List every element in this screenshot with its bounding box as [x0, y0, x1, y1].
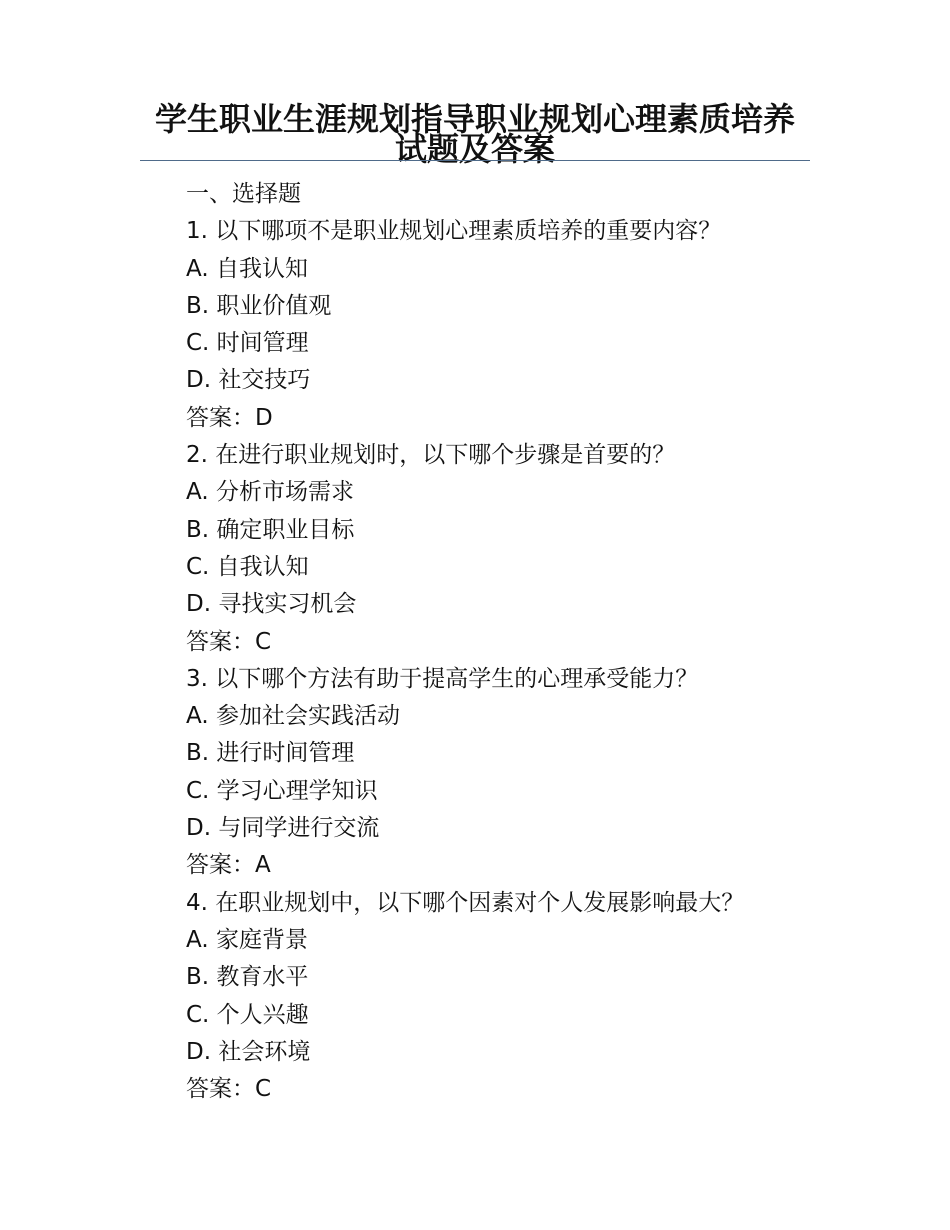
question-stem: 2. 在进行职业规划时，以下哪个步骤是首要的？: [186, 442, 676, 469]
answer-line: 答案：A: [186, 852, 271, 879]
answer-line: 答案：D: [186, 404, 273, 431]
document-title: 学生职业生涯规划指导职业规划心理素质培养试题及答案: [154, 100, 795, 168]
option-a: A. 家庭背景: [186, 926, 308, 953]
question-block-4: [186, 885, 826, 1109]
option-d: D. 寻找实习机会: [186, 591, 357, 618]
question-block-2: [186, 437, 826, 661]
option-a: A. 自我认知: [186, 255, 308, 282]
option-c: C. 个人兴趣: [186, 1001, 309, 1028]
option-c: C. 自我认知: [186, 553, 309, 580]
question-stem: 3. 以下哪个方法有助于提高学生的心理承受能力？: [186, 665, 699, 692]
option-b: B. 确定职业目标: [186, 516, 355, 543]
option-c: C. 时间管理: [186, 330, 309, 357]
option-b: B. 进行时间管理: [186, 740, 355, 767]
option-d: D. 与同学进行交流: [186, 815, 380, 842]
question-stem: 1. 以下哪项不是职业规划心理素质培养的重要内容？: [186, 218, 722, 245]
option-b: B. 教育水平: [186, 964, 309, 991]
section-heading: 一、选择题: [186, 181, 301, 207]
answer-line: 答案：C: [186, 628, 272, 655]
option-b: B. 职业价值观: [186, 292, 332, 319]
option-d: D. 社交技巧: [186, 367, 311, 394]
option-d: D. 社会环境: [186, 1038, 311, 1065]
option-c: C. 学习心理学知识: [186, 777, 378, 804]
question-block-1: [186, 213, 826, 437]
document-body: [186, 176, 826, 1108]
answer-line: 答案：C: [186, 1076, 272, 1103]
option-a: A. 分析市场需求: [186, 479, 354, 506]
question-stem: 4. 在职业规划中，以下哪个因素对个人发展影响最大？: [186, 889, 745, 916]
question-block-3: [186, 661, 826, 885]
title-underline: [140, 160, 810, 161]
option-a: A. 参加社会实践活动: [186, 703, 400, 730]
